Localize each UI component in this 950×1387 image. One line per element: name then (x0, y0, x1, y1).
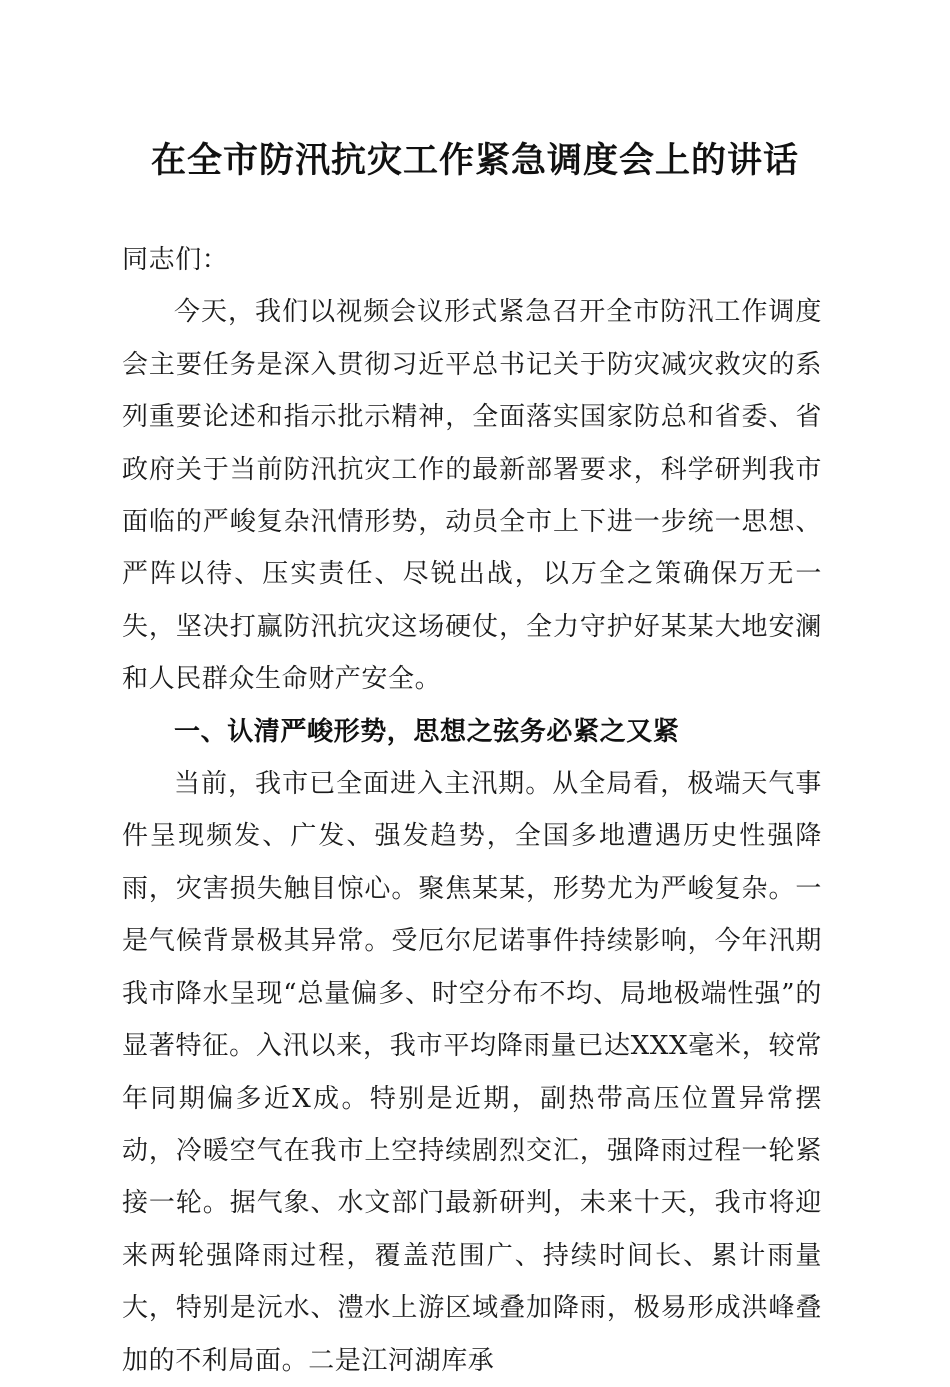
section-heading-1: 一、认清严峻形势，思想之弦务必紧之又紧 (174, 716, 680, 747)
document-body (122, 234, 822, 1387)
document-title: 在全市防汛抗灾工作紧急调度会上的讲话 (150, 140, 799, 181)
salutation: 同志们： (122, 245, 229, 275)
intro-paragraph: 今天，我们以视频会议形式紧急召开全市防汛工作调度会主要任务是深入贯彻习近平总书记关于防灾减灾救灾的系列重要论述和指示批示精神，全面落实国家防总和省委、省政府关于当前防汛抗灾工作的最新部署要求，科学研判我市面临的严峻复杂汛情形势，动员全市上下进一步统一思想、严阵以待、压实责任、尽锐出战，以万全之策确保万无一失，坚决打赢防汛抗灾这场硬仗，全力守护好某某大地安澜和人民群众生命财产安全。 (122, 297, 822, 695)
section-1-paragraph: 当前，我市已全面进入主汛期。从全局看，极端天气事件呈现频发、广发、强发趋势，全国多地遭遇历史性强降雨，灾害损失触目惊心。聚焦某某，形势尤为严峻复杂。一是气候背景极其异常。受厄尔尼诺事件持续影响，今年汛期我市降水呈现“总量偏多、时空分布不均、局地极端性强”的显著特征。入汛以来，我市平均降雨量已达XXX毫米，较常年同期偏多近X成。特别是近期，副热带高压位置异常摆动，冷暖空气在我市上空持续剧烈交汇，强降雨过程一轮紧接一轮。据气象、水文部门最新研判，未来十天，我市将迎来两轮强降雨过程，覆盖范围广、持续时间长、累计雨量大，特别是沅水、澧水上游区域叠加降雨，极易形成洪峰叠加的不利局面。二是江河湖库承 (122, 769, 822, 1376)
